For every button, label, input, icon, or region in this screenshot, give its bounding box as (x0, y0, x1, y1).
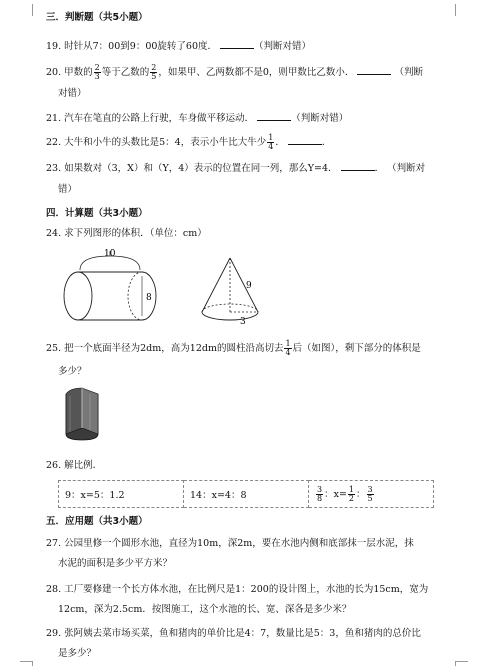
question-28-cont: 12cm，深为2.5cm．按图施工，这个水池的长、宽、深各是多少米？ (58, 604, 352, 615)
section-heading-judgement: 三．判断题（共5小题） (46, 12, 148, 23)
question-19: 19. 时针从7：00到9：00旋转了60度． （判断对错） (46, 41, 312, 52)
cone-radius-label: 3 (240, 317, 246, 326)
proportion-cell-3: $\frac{3}{8}$ ：x= $\frac{1}{2}$ ： $\frac{3}{5}$ (309, 481, 434, 508)
question-25: 25. 把一个底面半径为2dm，高为12dm的圆柱沿高切去 $\frac{1}{4}$ 后（如图），剩下部分的体积是 (46, 339, 421, 357)
page-corner-mark (20, 4, 33, 16)
cut-cylinder-figure (62, 384, 106, 444)
question-23-cont: 错） (58, 184, 78, 195)
proportion-cell-1: 9：x=5：1.2 (59, 481, 184, 508)
question-21: 21. 汽车在笔直的公路上行驶，车身做平移运动． （判断对错） (46, 113, 349, 124)
proportion-table (58, 480, 434, 508)
page-corner-mark (455, 4, 468, 16)
question-23: 23. 如果数对（3，X）和（Y，4）表示的位置在同一列，那么Y=4． ． （判断对 (46, 163, 426, 174)
question-25-cont: 多少？ (58, 366, 87, 377)
cylinder-figure (58, 248, 168, 328)
question-27: 27. 公园里修一个圆形水池，直径为10m，深2m，要在水池内侧和底部抹一层水泥，抹 (46, 538, 414, 549)
cylinder-diameter-label: 8 (146, 293, 152, 303)
question-24: 24. 求下列图形的体积．（单位：cm） (46, 228, 207, 239)
question-27-cont: 水泥的面积是多少平方米？ (58, 558, 173, 569)
section-heading-calculation: 四．计算题（共3小题） (46, 208, 148, 219)
cylinder-length-label: 10 (104, 249, 116, 259)
section-heading-application: 五．应用题（共3小题） (46, 516, 148, 527)
question-29-cont: 是多少？ (58, 648, 97, 659)
question-28: 28. 工厂要修建一个长方体水池，在比例尺是1：200的设计图上，水池的长为15cm，宽为 (46, 584, 429, 595)
cone-height-label: 9 (246, 281, 252, 291)
question-26: 26. 解比例． (46, 460, 103, 471)
cone-figure (196, 254, 266, 326)
table-row (59, 481, 434, 508)
question-29: 29. 张阿姨去菜市场买菜，鱼和猪肉的单价比是4：7，数量比是5：3，鱼和猪肉的总价比 (46, 628, 421, 639)
page-corner-mark (455, 661, 468, 666)
proportion-cell-2: 14：x=4：8 (184, 481, 309, 508)
question-22: 22. 大牛和小牛的头数比是5：4，表示小牛比大牛少 $\frac{1}{4}$ ． ． (46, 133, 332, 151)
page-corner-mark (20, 661, 33, 666)
question-20-cont: 对错） (58, 88, 87, 99)
question-20: 20. 甲数的 $\frac{2}{3}$ 等于乙数的 $\frac{2}{5}$ ，如果甲、乙两数都不是0，则甲数比乙数小． （判断 (46, 63, 423, 81)
